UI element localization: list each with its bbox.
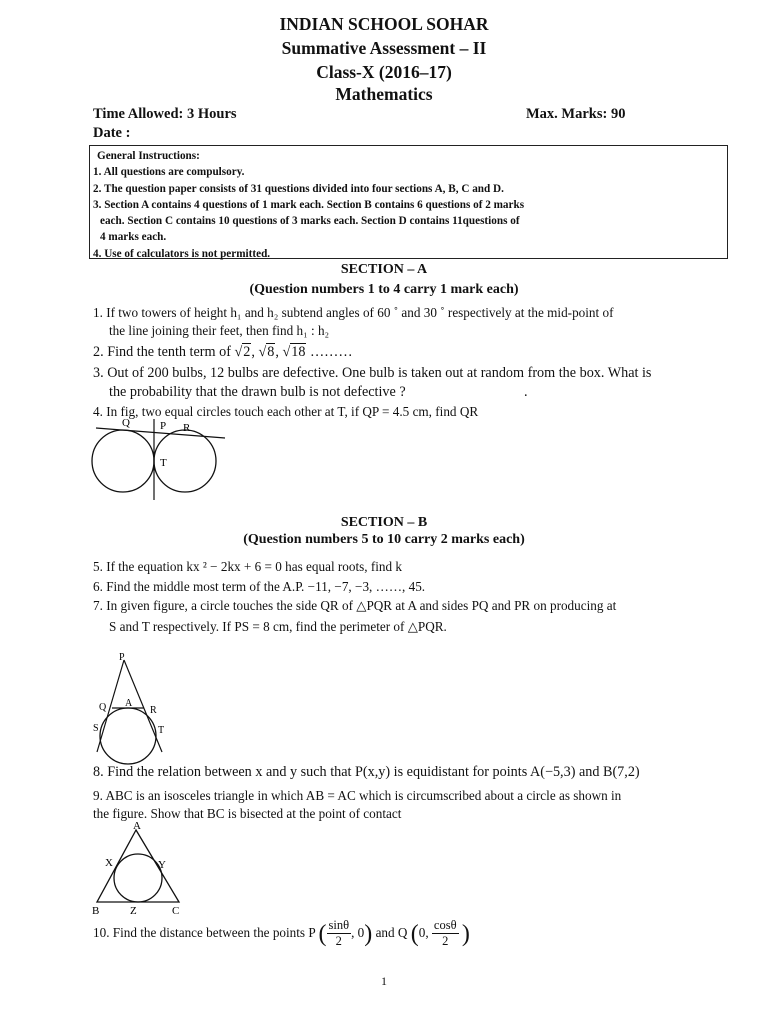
point-p-tail: , 0 bbox=[351, 925, 365, 940]
label-a: A bbox=[125, 698, 133, 709]
question-7-cont: S and T respectively. If PS = 8 cm, find the perimeter of △PQR. bbox=[109, 619, 447, 634]
label-t: T bbox=[158, 725, 165, 736]
max-marks: Max. Marks: 90 bbox=[526, 106, 626, 122]
instruction-line: 4 marks each. bbox=[100, 231, 167, 244]
label-r: R bbox=[183, 422, 191, 434]
label-y: Y bbox=[158, 859, 166, 871]
question-5: 5. If the equation kx ² − 2kx + 6 = 0 has equal roots, find k bbox=[93, 559, 403, 574]
label-p: P bbox=[160, 420, 167, 432]
question-3-cont: the probability that the drawn bulb is not defective ? bbox=[109, 384, 406, 400]
ellipsis: ……… bbox=[309, 344, 353, 360]
label-z: Z bbox=[130, 905, 137, 917]
question-10-text: 10. Find the distance between the points P bbox=[93, 925, 316, 940]
section-a-subtitle: (Question numbers 1 to 4 carry 1 mark each) bbox=[249, 282, 519, 297]
fraction-cos: $\frac{\cos\theta}{2}$ bbox=[433, 918, 457, 949]
sqrt-term: 8 bbox=[267, 344, 275, 360]
time-allowed: Time Allowed: 3 Hours bbox=[93, 106, 237, 122]
section-b-subtitle: (Question numbers 5 to 10 carry 2 marks each) bbox=[243, 532, 525, 547]
question-4: 4. In fig, two equal circles touch each other at T, if QP = 4.5 cm, find QR bbox=[93, 404, 479, 419]
instruction-line: 4. Use of calculators is not permitted. bbox=[93, 247, 271, 260]
label-b: B bbox=[92, 905, 100, 917]
label-p: P bbox=[119, 652, 125, 663]
question-7: 7. In given figure, a circle touches the side QR of △PQR at A and sides PQ and PR on producing at bbox=[93, 598, 617, 613]
question-3: 3. Out of 200 bulbs, 12 bulbs are defective. One bulb is taken out at random from the box. What is bbox=[93, 365, 652, 381]
figure-two-circles bbox=[88, 416, 233, 506]
subject-title: Mathematics bbox=[335, 84, 433, 104]
label-x: X bbox=[105, 857, 113, 869]
figure-incircle-triangle bbox=[88, 818, 193, 918]
question-3-dot: . bbox=[524, 384, 528, 400]
date-label: Date : bbox=[93, 125, 131, 141]
question-10-and: and Q bbox=[375, 925, 408, 940]
left-circle bbox=[92, 430, 154, 492]
figure-triangle-excircle bbox=[88, 648, 178, 768]
label-q: Q bbox=[99, 702, 107, 713]
question-2: 2. Find the tenth term of √2, √8, √18 ……… bbox=[93, 344, 353, 360]
class-title: Class-X (2016–17) bbox=[316, 62, 452, 82]
instruction-line: 3. Section A contains 4 questions of 1 mark each. Section B contains 6 questions of 2 marks bbox=[93, 198, 525, 211]
question-6: 6. Find the middle most term of the A.P. −11, −7, −3, ……, 45. bbox=[93, 579, 426, 594]
section-b-title: SECTION – B bbox=[340, 515, 428, 530]
question-2-text: 2. Find the tenth term of bbox=[93, 344, 231, 360]
general-instructions-box bbox=[89, 145, 728, 259]
question-9-cont: the figure. Show that BC is bisected at the point of contact bbox=[93, 806, 402, 821]
instructions-title: General Instructions: bbox=[97, 150, 200, 162]
label-r: R bbox=[150, 705, 157, 716]
label-a: A bbox=[133, 820, 141, 832]
school-name: INDIAN SCHOOL SOHAR bbox=[279, 14, 489, 34]
question-10: 10. Find the distance between the points P ( $\frac{\sin\theta}{2}$ , 0) and Q (0, $\frac{\cos\theta}{2}$ ) bbox=[93, 918, 470, 949]
incircle bbox=[114, 854, 162, 902]
label-c: C bbox=[172, 905, 180, 917]
label-s: S bbox=[93, 723, 99, 734]
question-1: 1. If two towers of height h₁ and h₂ subtend angles of 60 ˚ and 30 ˚ respectively at the mid-point of bbox=[93, 305, 614, 320]
assessment-title: Summative Assessment – II bbox=[281, 38, 487, 58]
instruction-line: 1. All questions are compulsory. bbox=[93, 166, 245, 179]
sqrt-term: 18 bbox=[291, 344, 306, 360]
fraction-sin: $\frac{\sin\theta}{2}$ bbox=[328, 918, 350, 949]
question-8: 8. Find the relation between x and y such that P(x,y) is equidistant for points A(−5,3) and B(7,2) bbox=[93, 764, 640, 780]
excircle bbox=[100, 708, 156, 764]
question-9: 9. ABC is an isosceles triangle in which AB = AC which is circumscribed about a circle as shown in bbox=[93, 788, 622, 803]
section-a-title: SECTION – A bbox=[340, 262, 428, 277]
page-number: 1 bbox=[381, 974, 387, 988]
instruction-line: each. Section C contains 10 questions of 3 marks each. Section D contains 11questions of bbox=[100, 215, 520, 228]
label-q: Q bbox=[122, 417, 130, 429]
label-t: T bbox=[160, 457, 167, 469]
sqrt-term: 2 bbox=[243, 344, 251, 360]
instruction-line: 2. The question paper consists of 31 questions divided into four sections A, B, C and D. bbox=[93, 182, 504, 195]
point-q-head: 0, bbox=[418, 925, 429, 940]
question-1-cont: the line joining their feet, then find h₁ : h₂ bbox=[109, 323, 330, 338]
